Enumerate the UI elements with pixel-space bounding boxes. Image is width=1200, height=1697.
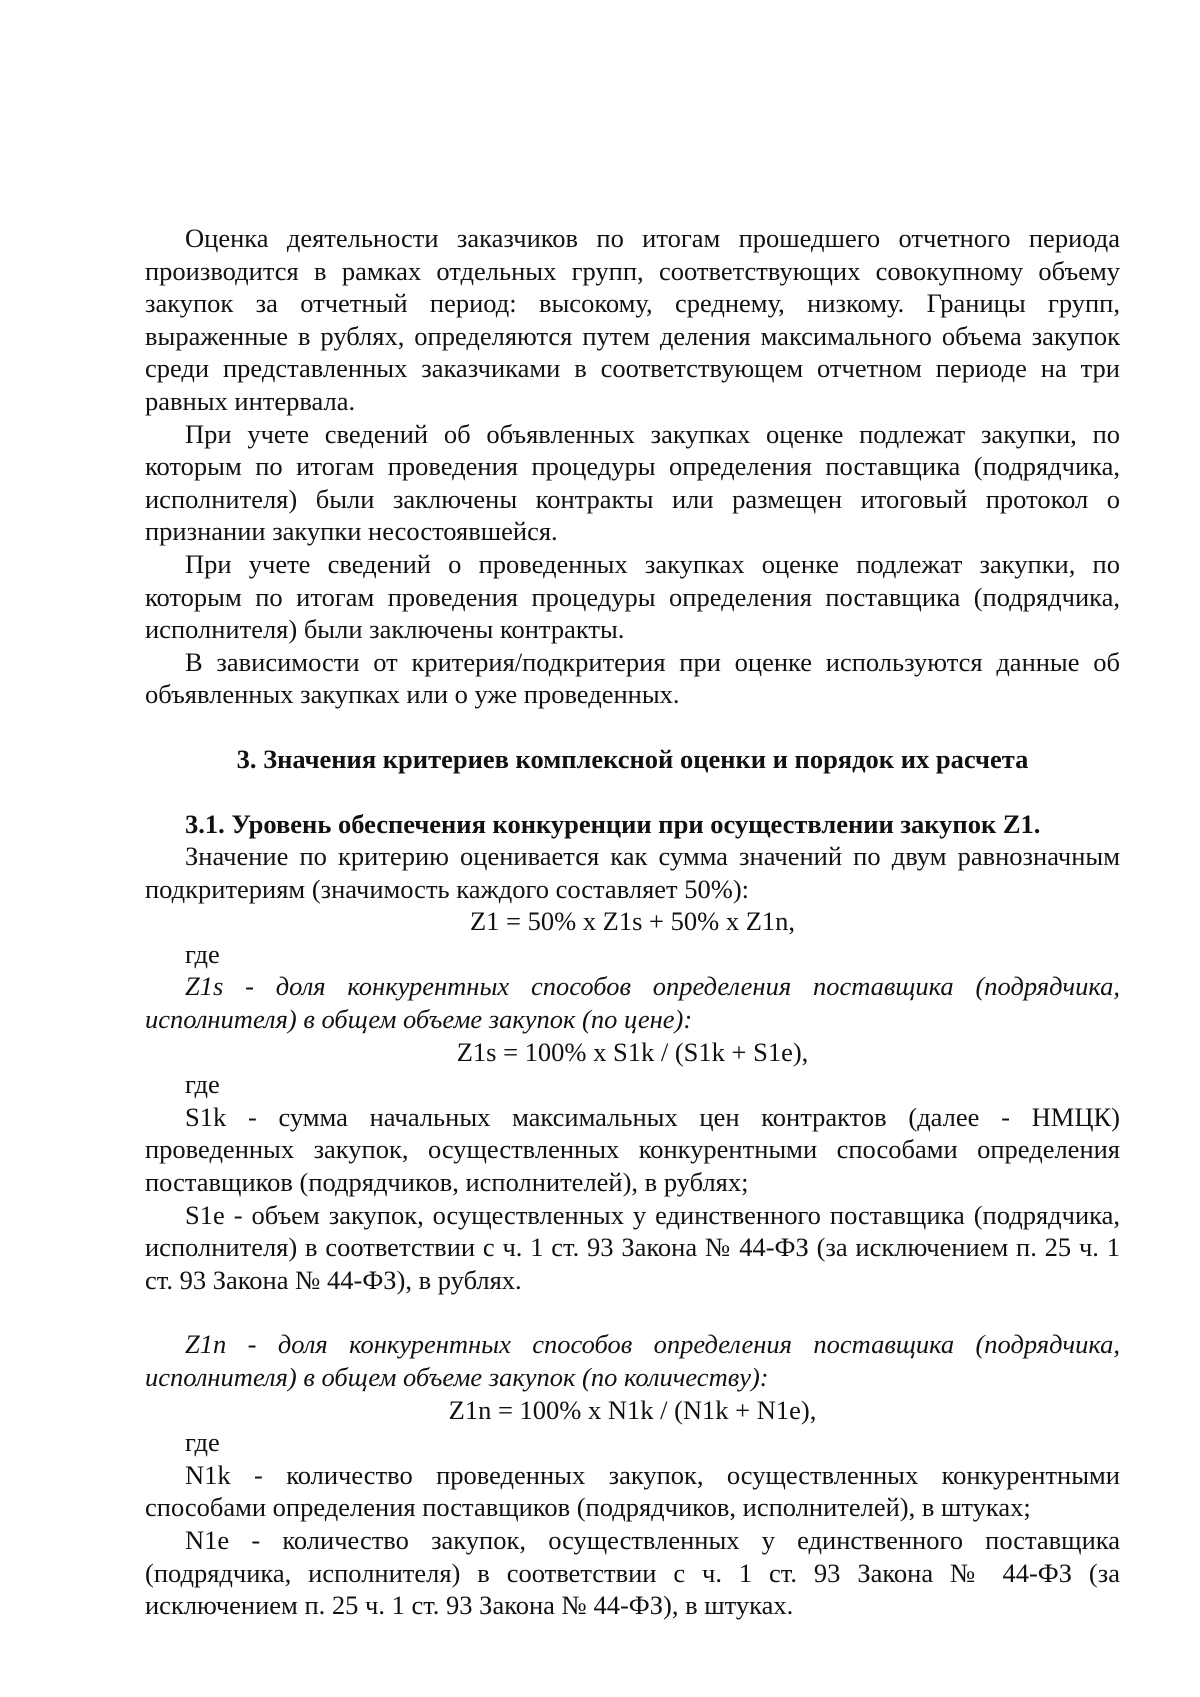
formula-z1s: Z1s = 100% x S1k / (S1k + S1e), [456,1036,809,1067]
criterion-description: Значение по критерию оценивается как сумма значений по двум равнозначным подкритериям (значимость каждого составляет 50%): [145,841,1120,904]
intro-paragraph-completed-purchases: При учете сведений о проведенных закупках оценке подлежат закупки, по которым по итогам проведения процедуры определения поставщика (подрядчика, исполнителя) были заключены контракты. [145,548,1120,645]
subsection-heading: 3.1. Уровень обеспечения конкуренции при осуществлении закупок Z1. [185,808,1041,839]
s1k-definition: S1k - сумма начальных максимальных цен контрактов (далее - НМЦК) проведенных закупок, осуществленных конкурентными способами определения поставщиков (подрядчиков, исполнителей), в рублях; [145,1101,1120,1198]
intro-paragraph-groups: Оценка деятельности заказчиков по итогам прошедшего отчетного периода производится в рамках отдельных групп, соответствующих совокупному объему закупок за отчетный период: высокому, среднему, низкому. Границы групп, выраженные в рублях, определяются путем деления максимального объема закупок среди представленных заказчиками в соответствующем отчетном периоде на три равных интервала. [145,223,1120,416]
document-page [145,222,1120,1622]
formula-z1: Z1 = 50% x Z1s + 50% x Z1n, [469,906,796,937]
where-label: где [185,1427,220,1458]
formula-z1n: Z1n = 100% x N1k / (N1k + N1e), [448,1394,817,1425]
paragraph-gap [145,1296,1120,1328]
intro-paragraph-data-source: В зависимости от критерия/подкритерия при оценке используются данные об объявленных закупках или о уже проведенных. [145,646,1120,710]
n1e-definition: N1e - количество закупок, осуществленных у единственного поставщика (подрядчика, исполнителя) в соответствии с ч. 1 ст. 93 Закона № 44-ФЗ (за исключением п. 25 ч. 1 ст. 93 Закона № 44-ФЗ), в штуках. [145,1524,1120,1621]
s1e-definition: S1e - объем закупок, осуществленных у единственного поставщика (подрядчика, исполнителя) в соответствии с ч. 1 ст. 93 Закона № 44-ФЗ (за исключением п. 25 ч. 1 ст. 93 Закона № 44-ФЗ), в рублях. [145,1199,1120,1295]
intro-paragraph-announced-purchases: При учете сведений об объявленных закупках оценке подлежат закупки, по которым по итогам проведения процедуры определения поставщика (подрядчика, исполнителя) были заключены контракты или размещен итоговый протокол о признании закупки несостоявшейся. [145,418,1120,547]
z1s-definition: Z1s - доля конкурентных способов определения поставщика (подрядчика, исполнителя) в общем объеме закупок (по цене): [145,971,1120,1035]
section-heading: 3. Значения критериев комплексной оценки и порядок их расчета [236,743,1029,774]
where-label: где [185,1069,220,1100]
z1n-definition: Z1n - доля конкурентных способов определения поставщика (подрядчика, исполнителя) в общем объеме закупок (по количеству): [145,1329,1120,1392]
n1k-definition: N1k - количество проведенных закупок, осуществленных конкурентными способами определения поставщиков (подрядчиков, исполнителей), в штуках; [145,1459,1120,1523]
where-label: где [185,938,220,969]
